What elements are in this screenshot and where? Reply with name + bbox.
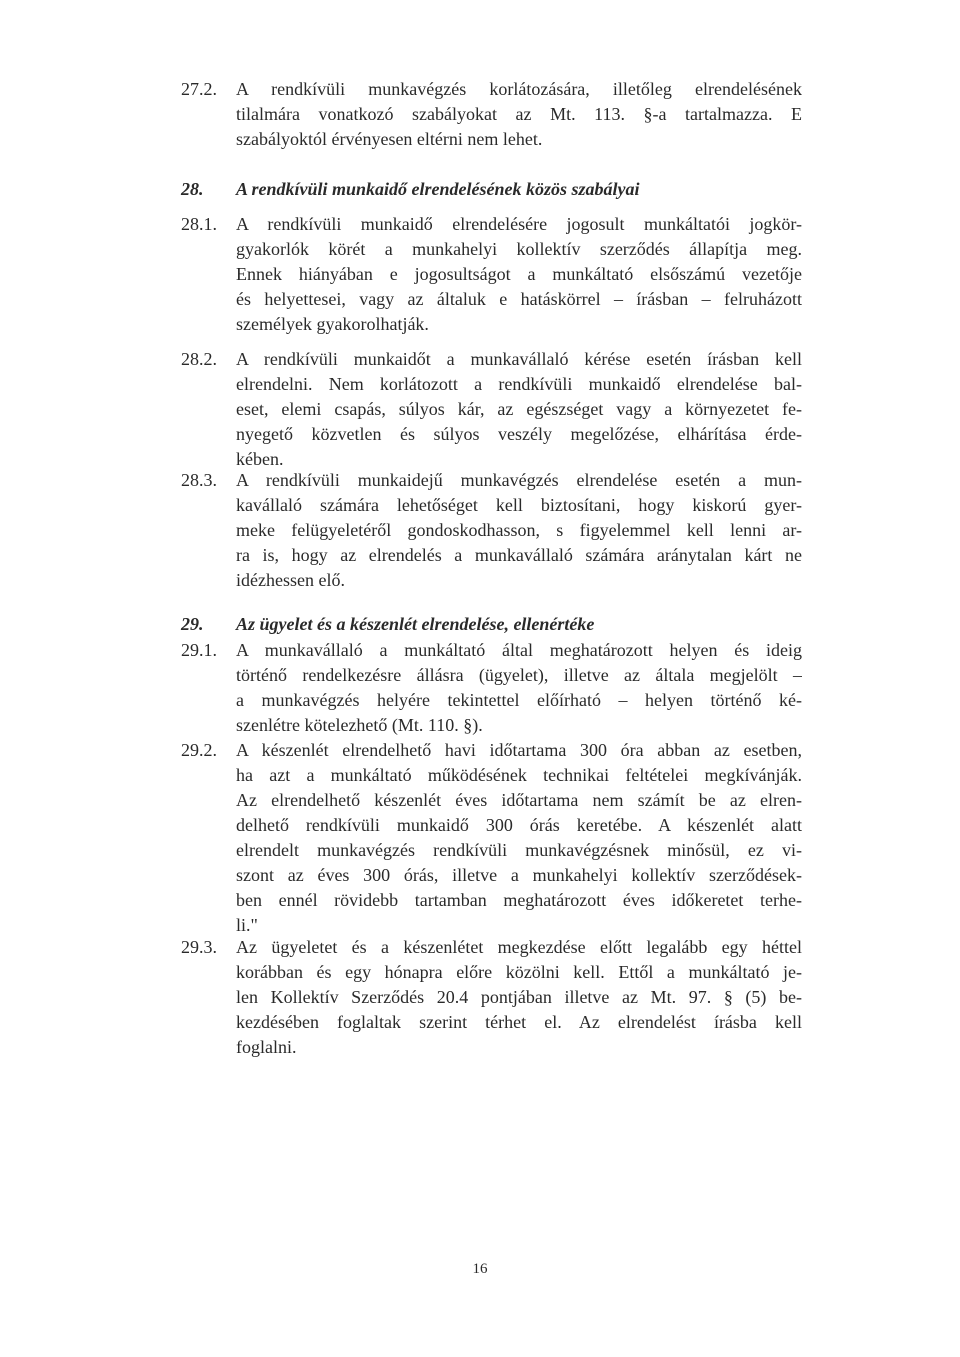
paragraph-28-3 (236, 468, 802, 593)
text-line: li." (236, 915, 258, 935)
paragraph-29-2 (236, 738, 802, 938)
text-line: Az ügyeletet és a készenlétet megkezdése előtt legalább egy héttel (236, 937, 802, 957)
text-line: szont az éves 300 órás, illetve a munkahelyi kollektív szerződések- (236, 865, 802, 885)
text-line: szabályoktól érvényesen eltérni nem lehet. (236, 129, 543, 149)
text-line: idézhessen elő. (236, 570, 345, 590)
text-line: ben ennél rövidebb tartamban meghatározott éves időkeretet terhe- (236, 890, 802, 910)
text-line: A rendkívüli munkaidejű munkavégzés elrendelése esetén a mun- (236, 470, 802, 490)
section-number-29-1: 29.1. (181, 640, 217, 660)
paragraph-27-2 (236, 77, 802, 152)
text-line: gyakorlók körét a munkahelyi kollektív szerződés állapítja meg. (236, 239, 802, 259)
text-line: A munkavállaló a munkáltató által meghatározott helyen és ideig (236, 640, 802, 660)
section-number-29-3: 29.3. (181, 937, 217, 957)
paragraph-29-3 (236, 935, 802, 1060)
section-number-27-2: 27.2. (181, 79, 217, 99)
section-number-29: 29. (181, 614, 204, 634)
text-line: elrendelni. Nem korlátozott a rendkívüli munkaidő elrendelése bal- (236, 374, 802, 394)
text-line: kavállaló számára lehetőséget kell biztosítani, hogy kiskorú gyer- (236, 495, 802, 515)
section-heading-28: A rendkívüli munkaidő elrendelésének közös szabályai (236, 179, 640, 199)
page-number: 16 (472, 1261, 488, 1277)
paragraph-29-1 (236, 638, 802, 738)
text-line: A rendkívüli munkavégzés korlátozására, illetőleg elrendelésének (236, 79, 802, 99)
text-line: delhető rendkívüli munkaidő 300 órás keretébe. A készenlét alatt (236, 815, 802, 835)
text-line: kezdésében foglaltak szerint térhet el. Az elrendelést írásba kell (236, 1012, 802, 1032)
text-line: A rendkívüli munkaidő elrendelésére jogosult munkáltatói jogkör- (236, 214, 802, 234)
text-line: személyek gyakorolhatják. (236, 314, 429, 334)
text-line: ha azt a munkáltató működésének technikai feltételei megkívánják. (236, 765, 802, 785)
section-number-28: 28. (181, 179, 204, 199)
text-line: ra is, hogy az elrendelés a munkavállaló számára aránytalan kárt ne (236, 545, 802, 565)
text-line: A készenlét elrendelhető havi időtartama 300 óra abban az esetben, (236, 740, 802, 760)
paragraph-28-2 (236, 347, 802, 472)
text-line: meke felügyeletéről gondoskodhasson, s figyelemmel kell lenni ar- (236, 520, 802, 540)
paragraph-28-1 (236, 212, 802, 337)
section-number-28-1: 28.1. (181, 214, 217, 234)
text-line: történő rendelkezésre állásra (ügyelet), illetve az általa megjelölt – (236, 665, 802, 685)
text-line: szenlétre kötelezhető (Mt. 110. §). (236, 715, 483, 735)
section-number-28-2: 28.2. (181, 349, 217, 369)
text-line: Ennek hiányában e jogosultságot a munkáltató elsőszámú vezetője (236, 264, 802, 284)
text-line: a munkavégzés helyére tekintettel előírható – helyen történő ké- (236, 690, 802, 710)
text-line: tilalmára vonatkozó szabályokat az Mt. 113. §-a tartalmazza. E (236, 104, 802, 124)
text-line: len Kollektív Szerződés 20.4 pontjában illetve az Mt. 97. § (5) be- (236, 987, 802, 1007)
section-heading-29: Az ügyelet és a készenlét elrendelése, ellenértéke (236, 614, 595, 634)
section-number-29-2: 29.2. (181, 740, 217, 760)
text-line: Az elrendelhető készenlét éves időtartama nem számít be az elren- (236, 790, 802, 810)
text-line: eset, elemi csapás, súlyos kár, az egészséget vagy a környezetet fe- (236, 399, 802, 419)
text-line: elrendelt munkavégzés rendkívüli munkavégzésnek minősül, ez vi- (236, 840, 802, 860)
text-line: nyegető közvetlen és súlyos veszély megelőzése, elhárítása érde- (236, 424, 802, 444)
section-number-28-3: 28.3. (181, 470, 217, 490)
text-line: foglalni. (236, 1037, 297, 1057)
text-line: korábban és egy hónapra előre közölni kell. Ettől a munkáltató je- (236, 962, 802, 982)
text-line: és helyettesei, vagy az általuk e hatáskörrel – írásban – felruházott (236, 289, 802, 309)
text-line: kében. (236, 449, 284, 469)
text-line: A rendkívüli munkaidőt a munkavállaló kérése esetén írásban kell (236, 349, 802, 369)
